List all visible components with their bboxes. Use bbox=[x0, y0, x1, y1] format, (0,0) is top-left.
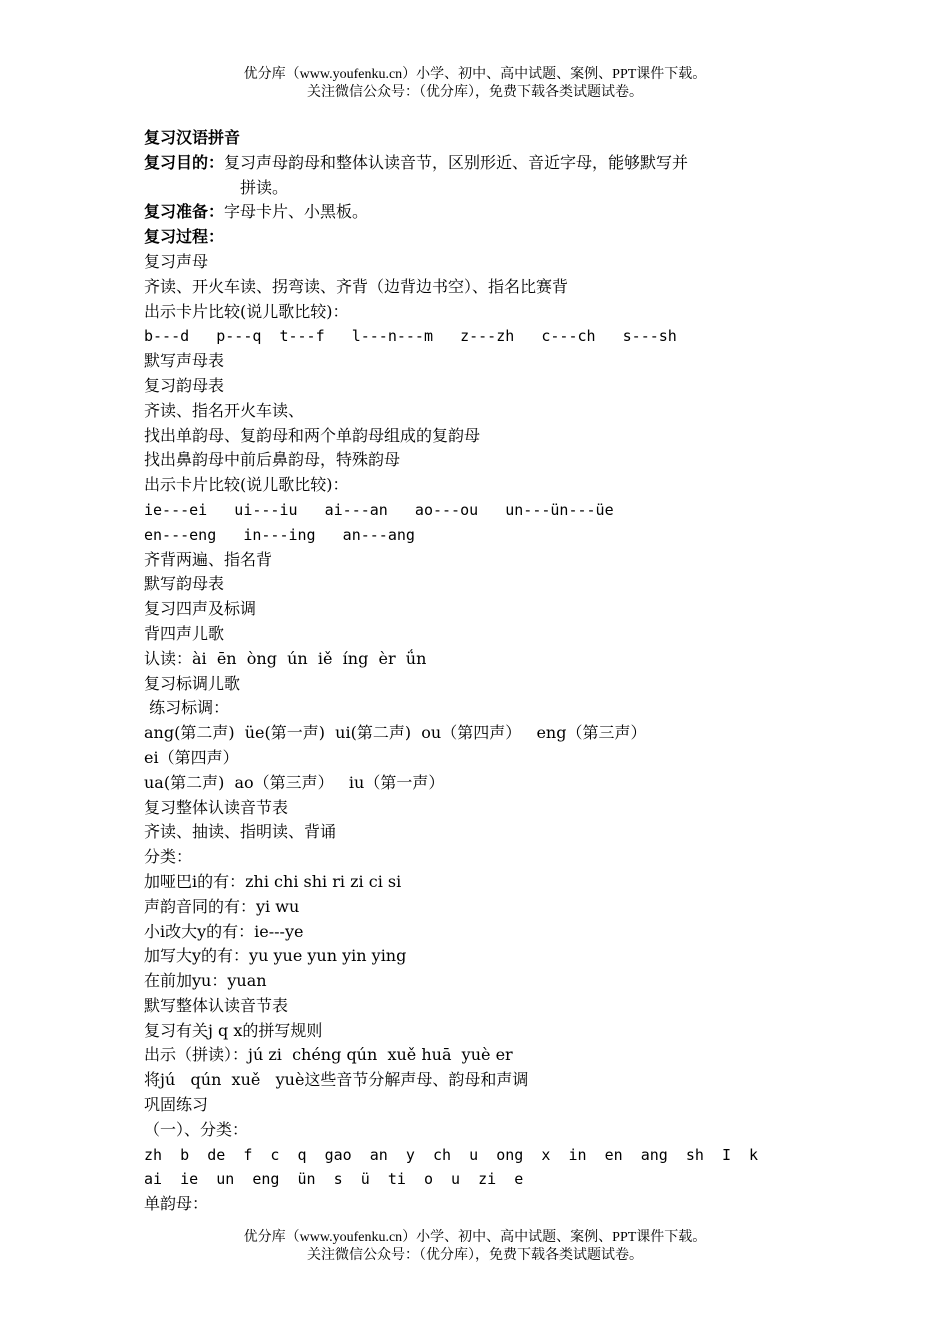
pinyin-line: ie---ei ui---iu ai---an ao---ou un---ün---üe bbox=[144, 500, 614, 519]
page-header bbox=[0, 66, 950, 102]
text-line: 复习整体认读音节表 bbox=[144, 797, 289, 817]
text-line: 复习声母 bbox=[144, 251, 209, 271]
text-line: 小i改大y的有：ie---ye bbox=[144, 921, 304, 941]
text-line: 复习四声及标调 bbox=[144, 599, 257, 619]
goal-line bbox=[144, 151, 804, 176]
prep-text: 字母卡片、小黑板。 bbox=[224, 202, 369, 222]
text-line: 在前加yu：yuan bbox=[144, 971, 267, 991]
text-line: 将jú qún xuě yuè这些音节分解声母、韵母和声调 bbox=[144, 1070, 529, 1090]
page-footer bbox=[0, 1229, 950, 1265]
header-line-2: 关注微信公众号：（优分库），免费下载各类试题试卷。 bbox=[307, 85, 643, 100]
prep-label: 复习准备： bbox=[144, 202, 225, 222]
text-line: 出示卡片比较(说儿歌比较)： bbox=[144, 475, 349, 495]
text-line: 加写大y的有：yu yue yun yin ying bbox=[144, 946, 407, 966]
document-title: 复习汉语拼音 bbox=[144, 128, 241, 147]
text-line: 加哑巴i的有：zhi chi shi ri zi ci si bbox=[144, 871, 402, 891]
text-line: 齐读、开火车读、拐弯读、齐背（边背边书空）、指名比赛背 bbox=[144, 276, 569, 296]
text-line: 齐读、指名开火车读、 bbox=[144, 400, 305, 420]
text-line: 练习标调： bbox=[144, 698, 230, 718]
document-body bbox=[144, 126, 804, 1217]
text-line: 默写韵母表 bbox=[144, 574, 225, 594]
text-line: 找出单韵母、复韵母和两个单韵母组成的复韵母 bbox=[144, 425, 481, 445]
text-line: 背四声儿歌 bbox=[144, 623, 225, 643]
text-line: ang(第二声) üe(第一声) ui(第二声) ou（第四声） eng（第三声） bbox=[144, 723, 647, 743]
text-line: （一）、分类： bbox=[144, 1119, 249, 1139]
text-line: 齐读、抽读、指明读、背诵 bbox=[144, 822, 337, 842]
text-line: 巩固练习 bbox=[144, 1095, 209, 1115]
goal-text: 复习声母韵母和整体认读音节，区别形近、音近字母，能够默写并 bbox=[224, 152, 689, 172]
text-line: 出示（拼读）：jú zi chéng qún xuě huā yuè er bbox=[144, 1045, 513, 1065]
goal-label: 复习目的： bbox=[144, 152, 225, 172]
text-line: 分类： bbox=[144, 847, 193, 867]
text-line: 默写整体认读音节表 bbox=[144, 995, 289, 1015]
text-line: 声韵音同的有：yi wu bbox=[144, 896, 300, 916]
text-line: 出示卡片比较(说儿歌比较)： bbox=[144, 301, 349, 321]
pinyin-line: ai ie un eng ün s ü ti o u zi e bbox=[144, 1170, 524, 1189]
header-line-1: 优分库（www.youfenku.cn）小学、初中、高中试题、案例、PPT课件下载。 bbox=[243, 67, 707, 82]
text-line: 认读：ài ēn òng ún iě íng èr ǘn bbox=[144, 648, 427, 668]
text-line: 单韵母： bbox=[144, 1194, 209, 1214]
pinyin-line: b---d p---q t---f l---n---m z---zh c---ch s---sh bbox=[144, 327, 677, 346]
footer-line-2: 关注微信公众号：（优分库），免费下载各类试题试卷。 bbox=[307, 1248, 643, 1263]
text-line: 齐背两遍、指名背 bbox=[144, 549, 273, 569]
text-line: 找出鼻韵母中前后鼻韵母，特殊韵母 bbox=[144, 450, 401, 470]
text-line: 复习标调儿歌 bbox=[144, 673, 241, 693]
text-line: ei（第四声） bbox=[144, 747, 239, 767]
pinyin-line: en---eng in---ing an---ang bbox=[144, 525, 415, 544]
text-line: 复习韵母表 bbox=[144, 375, 225, 395]
goal-continuation: 拼读。 bbox=[240, 177, 289, 197]
process-label: 复习过程： bbox=[144, 227, 225, 247]
prep-line bbox=[144, 200, 804, 225]
pinyin-line: zh b de f c q gao an y ch u ong x in en ang sh I k bbox=[144, 1145, 759, 1164]
footer-line-1: 优分库（www.youfenku.cn）小学、初中、高中试题、案例、PPT课件下载。 bbox=[243, 1230, 707, 1245]
text-line: ua(第二声) ao（第三声） iu（第一声） bbox=[144, 772, 445, 792]
text-line: 复习有关j q x的拼写规则 bbox=[144, 1020, 323, 1040]
text-line: 默写声母表 bbox=[144, 351, 225, 371]
